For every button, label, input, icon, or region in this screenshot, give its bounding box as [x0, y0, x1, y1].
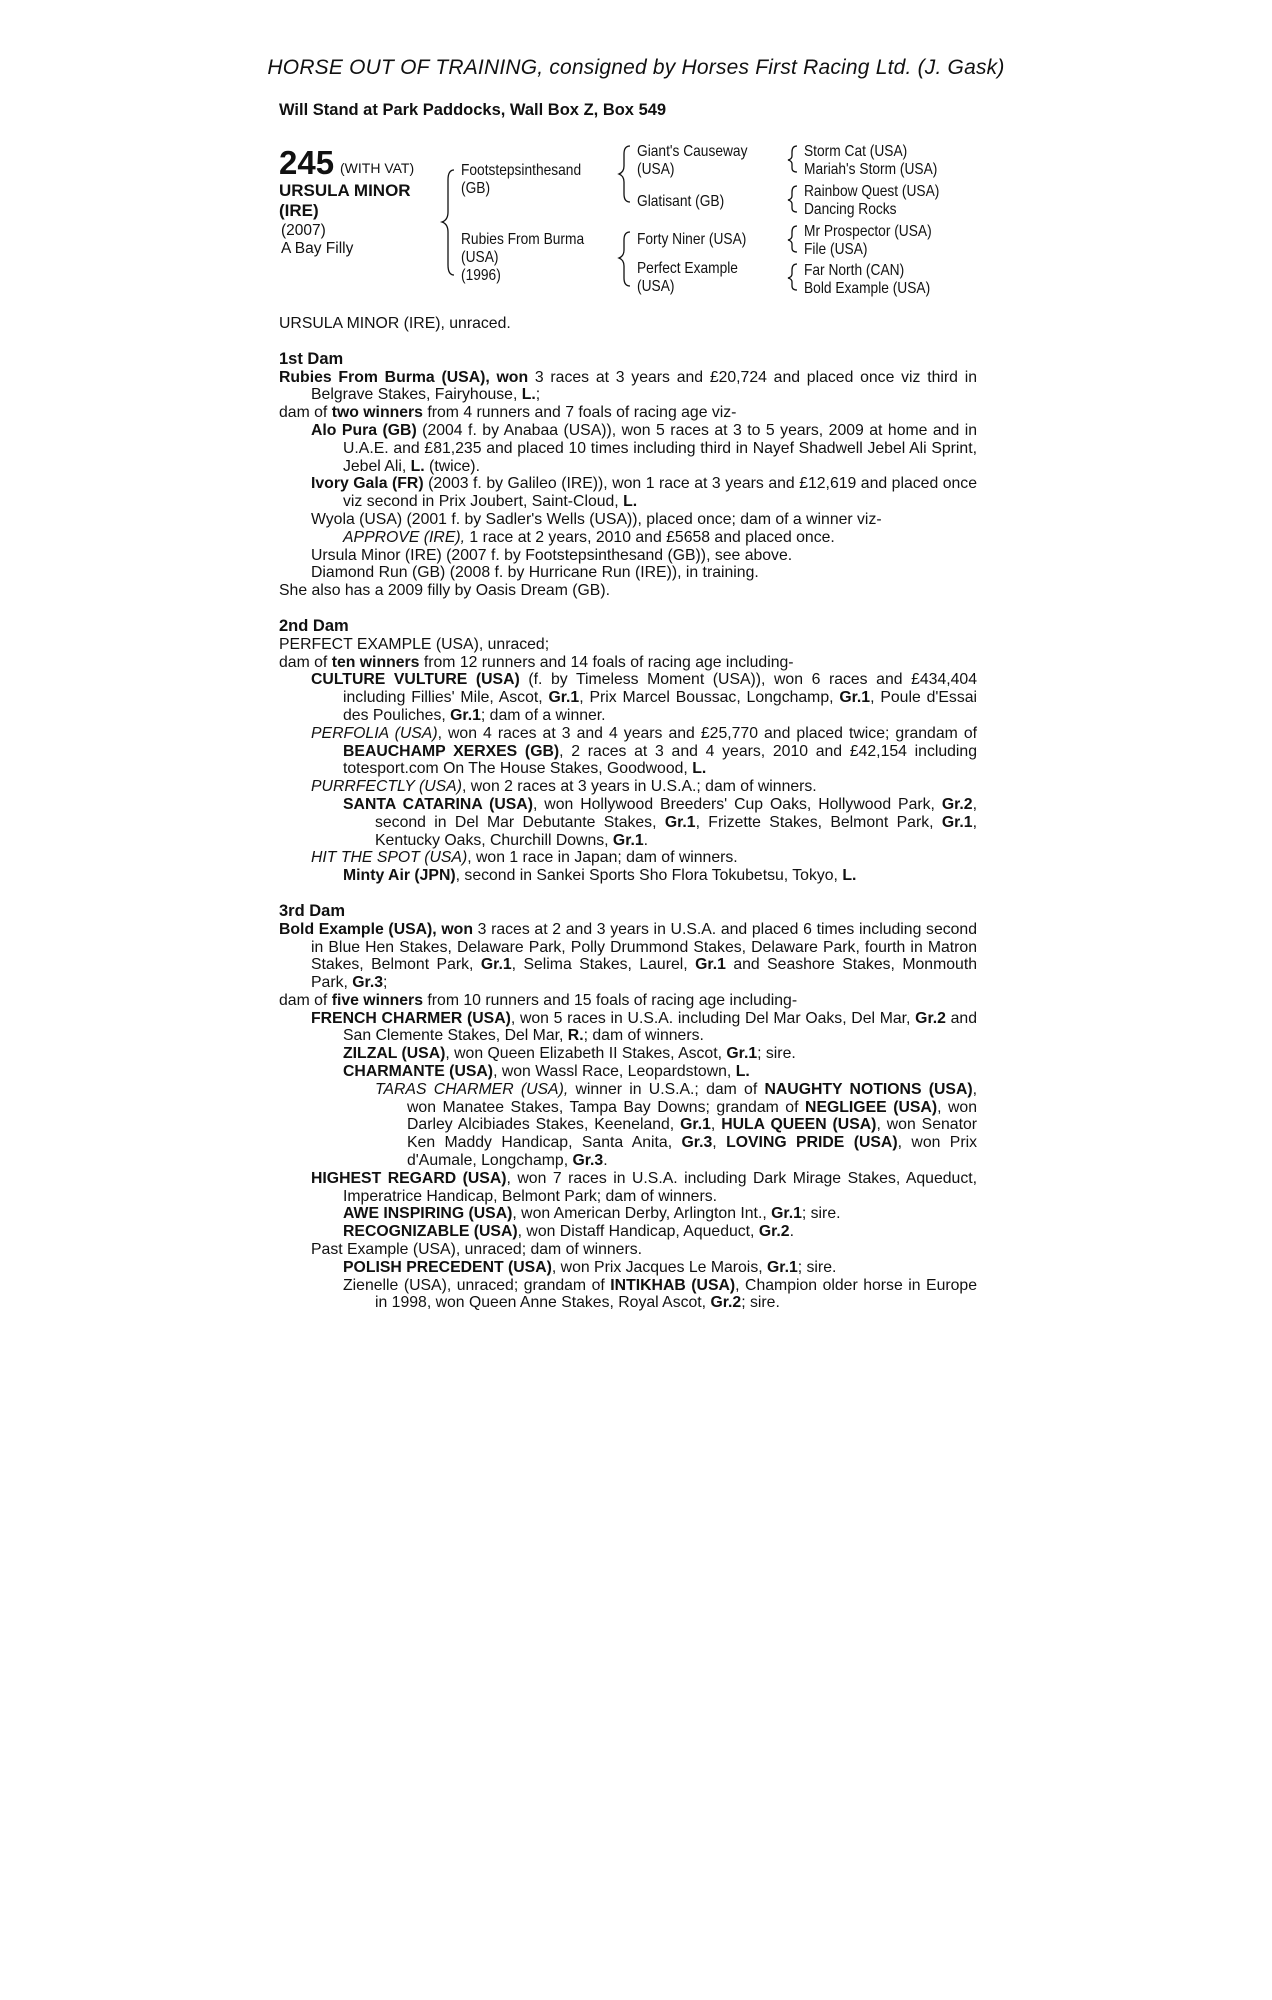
list-item: PERFOLIA (USA), won 4 races at 3 and 4 years and £25,770 and placed twice; grandam of BEAUCHAMP XERXES (GB), 2 races at 3 and 4 years, 2010 and £42,154 including totesport.com On The House Stakes, Goodwood, L.: [311, 724, 977, 778]
list-item: CHARMANTE (USA), won Wassl Race, Leopardstown, L.: [343, 1063, 750, 1081]
third-dam-entry: Bold Example (USA), won 3 races at 2 and 3 years in U.S.A. and placed 6 times including second in Blue Hen Stakes, Delaware Park, Polly Drummond Stakes, Delaware Park, fourth in Matron Stakes, Belmont Park, Gr.1, Selima Stakes, Laurel, Gr.1 and Seashore Stakes, Monmouth Park, Gr.3;: [279, 920, 977, 992]
stand-location: Will Stand at Park Paddocks, Wall Box Z, Box 549: [279, 101, 667, 119]
page-title: HORSE OUT OF TRAINING, consigned by Horses First Racing Ltd. (J. Gask): [267, 56, 1005, 79]
list-item: Wyola (USA) (2001 f. by Sadler's Wells (USA)), placed once; dam of a winner viz-: [311, 510, 882, 528]
list-item: Past Example (USA), unraced; dam of winners.: [311, 1241, 642, 1259]
list-item: FRENCH CHARMER (USA), won 5 races in U.S.A. including Del Mar Oaks, Del Mar, Gr.2 and San Clemente Stakes, Del Mar, R.; dam of winners.: [311, 1009, 977, 1045]
list-item: CULTURE VULTURE (USA) (f. by Timeless Moment (USA)), won 6 races and £434,404 including Fillies' Mile, Ascot, Gr.1, Prix Marcel Boussac, Longchamp, Gr.1, Poule d'Essai des Pouliches, Gr.1; dam of a winner.: [311, 671, 978, 724]
list-item: Alo Pura (GB) (2004 f. by Anabaa (USA)), won 5 races at 3 to 5 years, 2009 at home and in U.A.E. and £81,235 and placed 10 times including third in Nayef Shadwell Jebel Ali Sprint, Jebel Ali, L. (twice).: [311, 421, 978, 475]
list-item: HIT THE SPOT (USA), won 1 race in Japan; dam of winners.: [311, 849, 738, 867]
first-dam-produce: dam of two winners from 4 runners and 7 foals of racing age viz-: [279, 404, 737, 422]
pedigree-sire: Footstepsinthesand (GB): [461, 162, 582, 197]
pedigree-sire-dam: Glatisant (GB): [637, 193, 725, 210]
intro-line: URSULA MINOR (IRE), unraced.: [279, 315, 511, 332]
list-item: Diamond Run (GB) (2008 f. by Hurricane Run (IRE)), in training.: [311, 564, 759, 582]
list-item: Minty Air (JPN), second in Sankei Sports Sho Flora Tokubetsu, Tokyo, L.: [343, 867, 857, 885]
second-dam-produce: dam of ten winners from 12 runners and 14 foals of racing age including-: [279, 653, 794, 671]
list-item: PURRFECTLY (USA), won 2 races at 3 years in U.S.A.; dam of winners.: [311, 778, 817, 796]
third-dam-heading: 3rd Dam: [279, 901, 346, 920]
second-dam-heading: 2nd Dam: [279, 616, 349, 635]
pedigree-dam: Rubies From Burma (USA) (1996): [461, 231, 585, 284]
first-dam-entry: Rubies From Burma (USA), won 3 races at 3 years and £20,724 and placed once viz third in Belgrave Stakes, Fairyhouse, L.;: [279, 368, 977, 404]
foaling-year: (2007): [281, 222, 326, 239]
list-item: HIGHEST REGARD (USA), won 7 races in U.S.A. including Dark Mirage Stakes, Aqueduct, Imperatrice Handicap, Belmont Park; dam of winners.: [311, 1169, 977, 1205]
list-item: POLISH PRECEDENT (USA), won Prix Jacques Le Marois, Gr.1; sire.: [343, 1258, 837, 1276]
list-item: RECOGNIZABLE (USA), won Distaff Handicap, Aqueduct, Gr.2.: [343, 1223, 794, 1241]
second-dam-entry: PERFECT EXAMPLE (USA), unraced;: [279, 635, 550, 653]
list-item: TARAS CHARMER (USA), winner in U.S.A.; dam of NAUGHTY NOTIONS (USA), won Manatee Stakes, Tampa Bay Downs; grandam of NEGLIGEE (USA), won Darley Alcibiades Stakes, Keeneland, Gr.1, HULA QUEEN (USA), won Senator Ken Maddy Handicap, Santa Anita, Gr.3, LOVING PRIDE (USA), won Prix d'Aumale, Longchamp, Gr.3.: [375, 1080, 978, 1170]
first-dam-heading: 1st Dam: [279, 349, 344, 368]
pedigree-dam-sire: Forty Niner (USA): [637, 231, 747, 248]
pedigree-gen3: Storm Cat (USA) Mariah's Storm (USA) Rainbow Quest (USA) Dancing Rocks Mr Prospector (USA) File (USA) Far North (CAN) Bold Example (USA): [804, 143, 940, 297]
list-item: SANTA CATARINA (USA), won Hollywood Breeders' Cup Oaks, Hollywood Park, Gr.2, second in Del Mar Debutante Stakes, Gr.1, Frizette Stakes, Belmont Park, Gr.1, Kentucky Oaks, Churchill Downs, Gr.1.: [343, 795, 977, 849]
pedigree-notes: [279, 315, 977, 1312]
also-note: She also has a 2009 filly by Oasis Dream (GB).: [279, 582, 610, 600]
vat-note: (WITH VAT): [340, 160, 415, 176]
horse-name: URSULA MINOR (IRE): [279, 181, 411, 220]
pedigree-dam-dam: Perfect Example (USA): [637, 260, 738, 295]
list-item: APPROVE (IRE), 1 race at 2 years, 2010 and £5658 and placed once.: [343, 528, 835, 546]
third-dam-produce: dam of five winners from 10 runners and 15 foals of racing age including-: [279, 991, 798, 1009]
pedigree-braces: [0, 0, 1272, 300]
lot-number: 245: [279, 144, 335, 181]
list-item: Ursula Minor (IRE) (2007 f. by Footstepsinthesand (GB)), see above.: [311, 546, 793, 564]
list-item: Ivory Gala (FR) (2003 f. by Galileo (IRE)), won 1 race at 3 years and £12,619 and placed once viz second in Prix Joubert, Saint-Cloud, L.: [311, 475, 977, 511]
list-item: AWE INSPIRING (USA), won American Derby, Arlington Int., Gr.1; sire.: [343, 1205, 841, 1223]
horse-description: A Bay Filly: [281, 240, 354, 257]
list-item: ZILZAL (USA), won Queen Elizabeth II Stakes, Ascot, Gr.1; sire.: [343, 1045, 796, 1063]
pedigree-sire-sire: Giant's Causeway (USA): [637, 143, 748, 178]
list-item: Zienelle (USA), unraced; grandam of INTIKHAB (USA), Champion older horse in Europe in 1998, won Queen Anne Stakes, Royal Ascot, Gr.2; sire.: [343, 1276, 978, 1312]
